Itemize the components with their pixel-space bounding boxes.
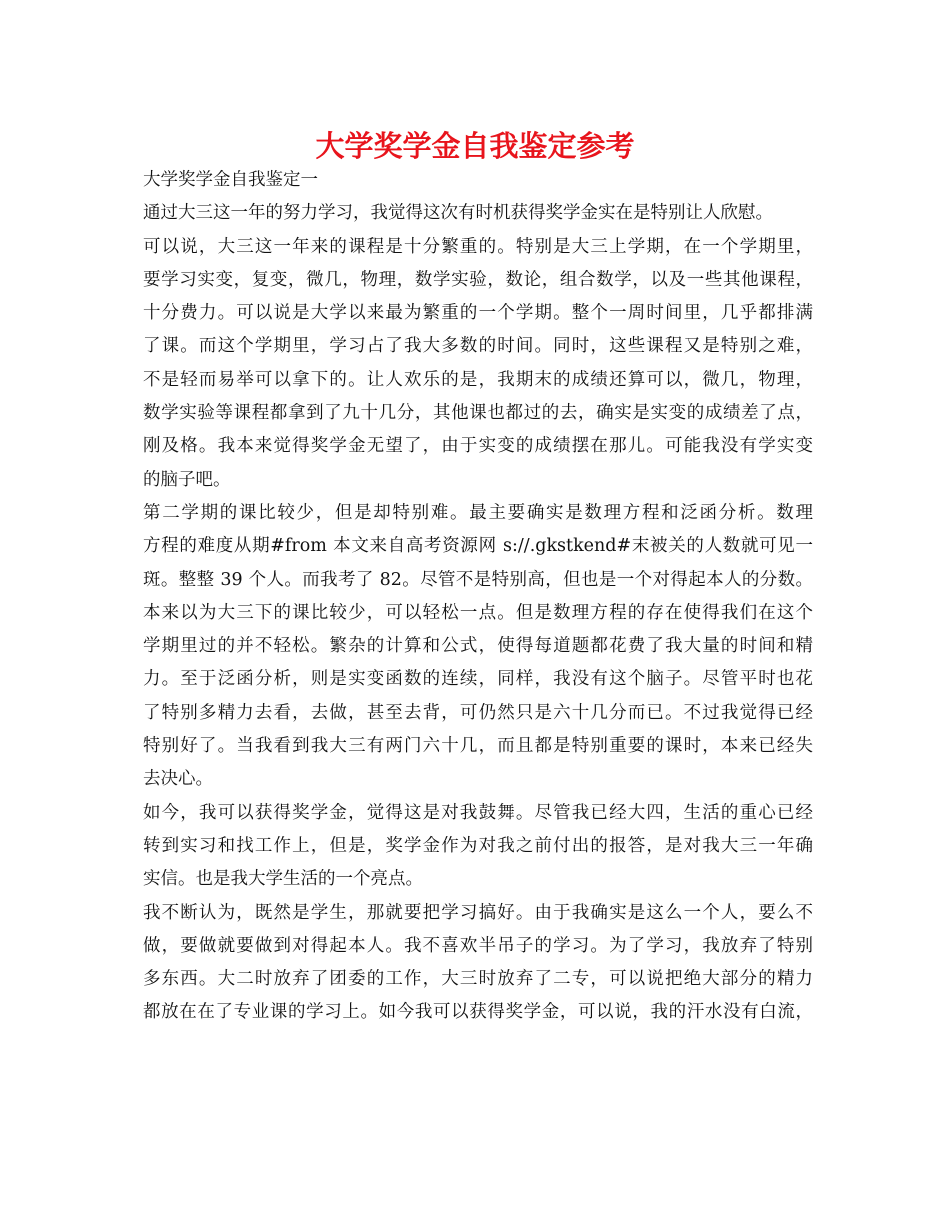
body-line: 了课。而这个学期里，学习占了我大多数的时间。同时，这些课程又是特别之难， (143, 336, 813, 357)
body-line: 做，要做就要做到对得起本人。我不喜欢半吊子的学习。为了学习，我放弃了特别 (143, 935, 813, 956)
body-line: 方程的难度从期#from 本文来自高考资源网 s://.gkstkend#末被关的人数就可见一 (143, 536, 813, 557)
body-line: 可以说，大三这一年来的课程是十分繁重的。特别是大三上学期，在一个学期里， (143, 236, 813, 257)
body-line: 刚及格。我本来觉得奖学金无望了，由于实变的成绩摆在那儿。可能我没有学实变 (143, 436, 813, 457)
body-line: 转到实习和找工作上，但是，奖学金作为对我之前付出的报答，是对我大三一年确 (143, 835, 813, 856)
body-line: 力。至于泛函分析，则是实变函数的连续，同样，我没有这个脑子。尽管平时也花 (143, 669, 813, 690)
document-title: 大学奖学金自我鉴定参考 (315, 129, 635, 163)
body-line: 如今，我可以获得奖学金，觉得这是对我鼓舞。尽管我已经大四，生活的重心已经 (143, 802, 813, 823)
body-line: 多东西。大二时放弃了团委的工作，大三时放弃了二专，可以说把绝大部分的精力 (143, 969, 813, 990)
body-line: 学期里过的并不轻松。繁杂的计算和公式，使得每道题都花费了我大量的时间和精 (143, 636, 813, 657)
body-line: 去决心。 (143, 769, 213, 790)
body-line: 要学习实变，复变，微几，物理，数学实验，数论，组合数学，以及一些其他课程， (143, 269, 813, 290)
body-line: 我不断认为，既然是学生，那就要把学习搞好。由于我确实是这么一个人，要么不 (143, 902, 813, 923)
body-line: 大学奖学金自我鉴定一 (143, 170, 318, 190)
body-line: 的脑子吧。 (143, 469, 231, 490)
body-line: 通过大三这一年的努力学习，我觉得这次有时机获得奖学金实在是特别让人欣慰。 (143, 203, 773, 224)
body-line: 特别好了。当我看到我大三有两门六十几，而且都是特别重要的课时，本来已经失 (143, 736, 813, 757)
body-line: 都放在在了专业课的学习上。如今我可以获得奖学金，可以说，我的汗水没有白流， (143, 1002, 813, 1023)
body-line: 了特别多精力去看，去做，甚至去背，可仍然只是六十几分而已。不过我觉得已经 (143, 702, 813, 723)
body-line: 不是轻而易举可以拿下的。让人欢乐的是，我期末的成绩还算可以，微几，物理， (143, 369, 813, 390)
body-line: 第二学期的课比较少，但是却特别难。最主要确实是数理方程和泛函分析。数理 (143, 502, 813, 523)
document-body (143, 164, 813, 1030)
body-line: 数学实验等课程都拿到了九十几分，其他课也都过的去，确实是实变的成绩差了点， (143, 403, 813, 424)
body-line: 十分费力。可以说是大学以来最为繁重的一个学期。整个一周时间里，几乎都排满 (143, 303, 813, 324)
body-line: 斑。整整 39 个人。而我考了 82。尽管不是特别高，但也是一个对得起本人的分数。 (143, 569, 813, 590)
body-line: 实信。也是我大学生活的一个亮点。 (143, 869, 423, 890)
body-line: 本来以为大三下的课比较少，可以轻松一点。但是数理方程的存在使得我们在这个 (143, 602, 813, 623)
